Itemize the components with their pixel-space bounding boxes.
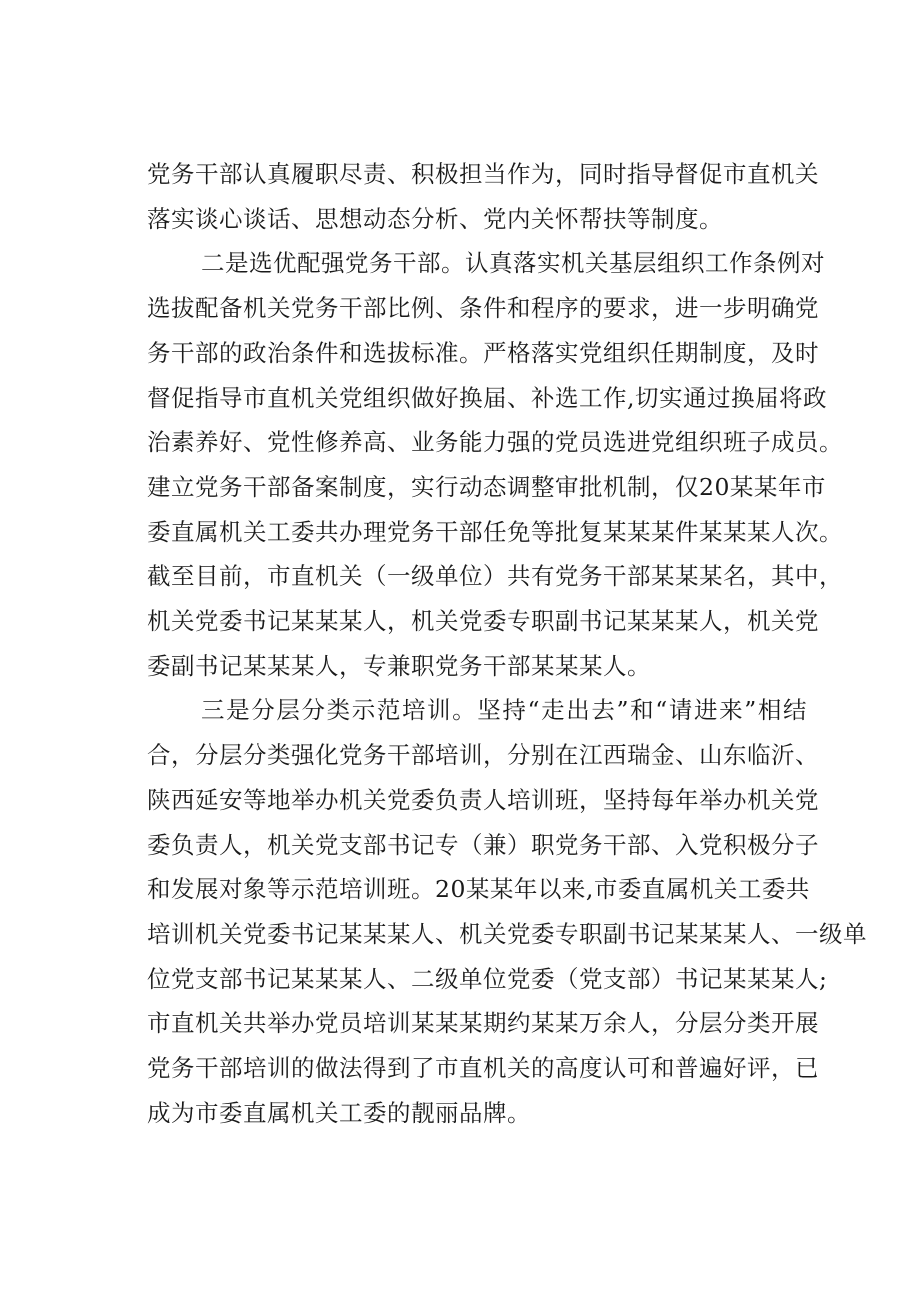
text-line: 二是选优配强党务干部。认真落实机关基层组织工作条例对 bbox=[201, 249, 825, 278]
text-line: 陕西延安等地举办机关党委负责人培训班，坚持每年举办机关党 bbox=[147, 785, 819, 814]
text-line: 成为市委直属机关工委的靓丽品牌。 bbox=[147, 1098, 531, 1127]
text-line: 治素养好、党性修养高、业务能力强的党员选进党组织班子成员。 bbox=[147, 428, 843, 457]
body-text bbox=[147, 152, 867, 1135]
text-line: 委直属机关工委共办理党务干部任免等批复某某某件某某某人次。 bbox=[147, 517, 843, 546]
text-line: 三是分层分类示范培训。坚持“走出去”和“请进来”相结 bbox=[201, 696, 807, 725]
text-line: 合，分层分类强化党务干部培训，分别在江西瑞金、山东临沂、 bbox=[147, 741, 819, 770]
text-line: 督促指导市直机关党组织做好换届、补选工作,切实通过换届将政 bbox=[147, 383, 827, 412]
paragraph-2 bbox=[147, 241, 843, 688]
text-line: 务干部的政治条件和选拔标准。严格落实党组织任期制度，及时 bbox=[147, 338, 819, 367]
text-line: 党务干部认真履职尽责、积极担当作为，同时指导督促市直机关 bbox=[147, 160, 819, 188]
text-line: 位党支部书记某某某人、二级单位党委（党支部）书记某某某人; bbox=[147, 964, 828, 993]
text-line: 机关党委书记某某某人，机关党委专职副书记某某某人，机关党 bbox=[147, 607, 819, 636]
text-line: 和发展对象等示范培训班。20某某年以来,市委直属机关工委共 bbox=[147, 875, 810, 904]
text-line: 建立党务干部备案制度，实行动态调整审批机制，仅20某某年市 bbox=[147, 472, 826, 501]
text-line: 市直机关共举办党员培训某某某期约某某万余人，分层分类开展 bbox=[147, 1009, 819, 1038]
text-line: 选拔配备机关党务干部比例、条件和程序的要求，进一步明确党 bbox=[147, 294, 819, 323]
text-line: 培训机关党委书记某某某人、机关党委专职副书记某某某人、一级单 bbox=[147, 919, 867, 948]
text-line: 委副书记某某某人，专兼职党务干部某某某人。 bbox=[147, 651, 651, 680]
text-line: 截至目前，市直机关（一级单位）共有党务干部某某某名，其中， bbox=[147, 562, 843, 591]
text-line: 落实谈心谈话、思想动态分析、党内关怀帮扶等制度。 bbox=[147, 204, 723, 233]
paragraph-1 bbox=[147, 152, 819, 241]
paragraph-3 bbox=[147, 688, 867, 1135]
text-line: 委负责人，机关党支部书记专（兼）职党务干部、入党积极分子 bbox=[147, 830, 819, 859]
text-line: 党务干部培训的做法得到了市直机关的高度认可和普遍好评，已 bbox=[147, 1054, 819, 1083]
